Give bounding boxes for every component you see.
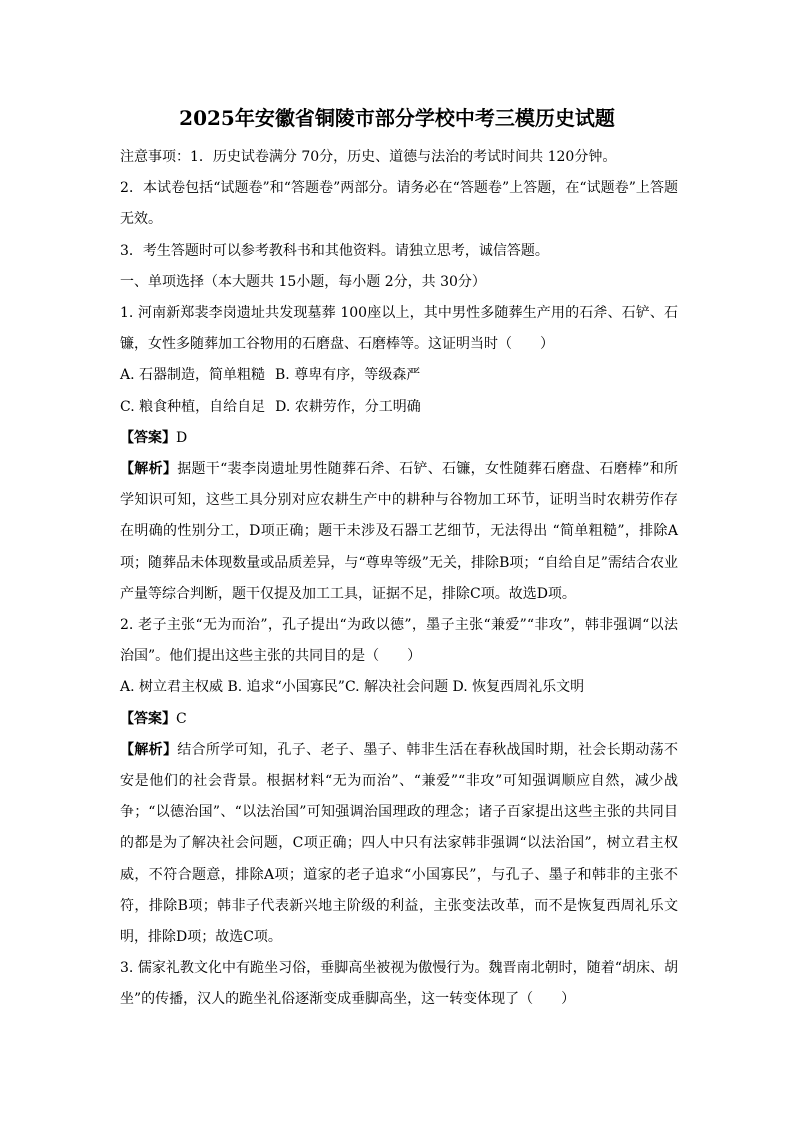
question-1-options-row-1 — [120, 360, 678, 391]
question-2-answer — [120, 704, 678, 735]
document-body — [120, 142, 678, 1016]
notes-line-1: 注意事项：1．历史试卷满分 70分，历史、道德与法治的考试时间共 120分钟。 — [120, 149, 617, 165]
analysis-label: 【解析】 — [120, 741, 178, 758]
notes-line-3: 3．考生答题时可以参考教科书和其他资料。请独立思考，诚信答题。 — [120, 242, 549, 259]
question-2-stem: 2. 老子主张“无为而治”，孔子提出“为政以德”，墨子主张“兼爱”“非攻”，韩非强调“以法治国”。他们提出这些主张的共同目的是（ ） — [120, 617, 678, 665]
section-heading: 一、单项选择（本大题共 15小题，每小题 2分，共 30分） — [120, 273, 486, 290]
question-2-options: A. 树立君主权威 B. 追求“小国寡民”C. 解决社会问题 D. 恢复西周礼乐文明 — [120, 679, 585, 696]
answer-value: C — [176, 710, 187, 727]
question-1-options-row-2 — [120, 392, 678, 423]
notes-line-2: 2．本试卷包括“试题卷”和“答题卷”两部分。请务必在“答题卷”上答题，在“试题卷”上答题无效。 — [120, 180, 678, 228]
answer-label: 【答案】 — [120, 710, 176, 727]
question-1-option-c: C. 粮食种植，自给自足 — [120, 398, 266, 415]
question-1-analysis — [120, 454, 678, 610]
question-1-option-d: D. 农耕劳作，分工明确 — [275, 398, 421, 415]
question-1-option-a: A. 石器制造，简单粗糙 — [120, 367, 266, 384]
page-title: 2025年安徽省铜陵市部分学校中考三模历史试题 — [179, 106, 615, 130]
answer-label: 【答案】 — [120, 429, 176, 446]
question-1-stem: 1. 河南新郑裴李岗遗址共发现墓葬 100座以上，其中男性多随葬生产用的石斧、石铲、石镰，女性多随葬加工谷物用的石磨盘、石磨棒等。这证明当时（ ） — [120, 305, 678, 353]
question-2-analysis — [120, 735, 678, 953]
analysis-text: 结合所学可知，孔子、老子、墨子、韩非生活在春秋战国时期，社会长期动荡不安是他们的社会背景。根据材料“无为而治”、“兼爱”“非攻”可知强调顺应自然，减少战争；“以德治国”、“以法治国”可知强调治国理政的理念；诸子百家提出这些主张的共同目的都是为了解决社会问题，C项正确；四人中只有法家韩非强调“以法治国”，树立君主权威，不符合题意，排除A项；道家的老子追求“小国寡民”，与孔子、墨子和韩非的主张不符，排除B项；韩非子代表新兴地主阶级的利益，主张变法改革，而不是恢复西周礼乐文明，排除D项；故选C项。 — [120, 741, 679, 946]
analysis-label: 【解析】 — [120, 461, 178, 478]
answer-value: D — [176, 429, 188, 446]
analysis-text: 据题干“裴李岗遗址男性随葬石斧、石铲、石镰，女性随葬石磨盘、石磨棒”和所学知识可知，这些工具分别对应农耕生产中的耕种与谷物加工环节，证明当时农耕劳作存在明确的性别分工，D项正确；题干未涉及石器工艺细节，无法得出 “简单粗糙”，排除A项；随葬品未体现数量或品质差异，与“尊卑等级”无关，排除B项；“自给自足”需结合农业产量等综合判断，题干仅提及加工工具，证据不足，排除C项。故选D项。 — [120, 461, 679, 602]
question-1-option-b: B. 尊卑有序，等级森严 — [275, 367, 421, 384]
question-1-answer — [120, 423, 678, 454]
question-3-stem: 3. 儒家礼教文化中有跪坐习俗，垂脚高坐被视为傲慢行为。魏晋南北朝时，随着“胡床、胡坐”的传播，汉人的跪坐礼俗逐渐变成垂脚高坐，这一转变体现了（ ） — [120, 960, 678, 1008]
